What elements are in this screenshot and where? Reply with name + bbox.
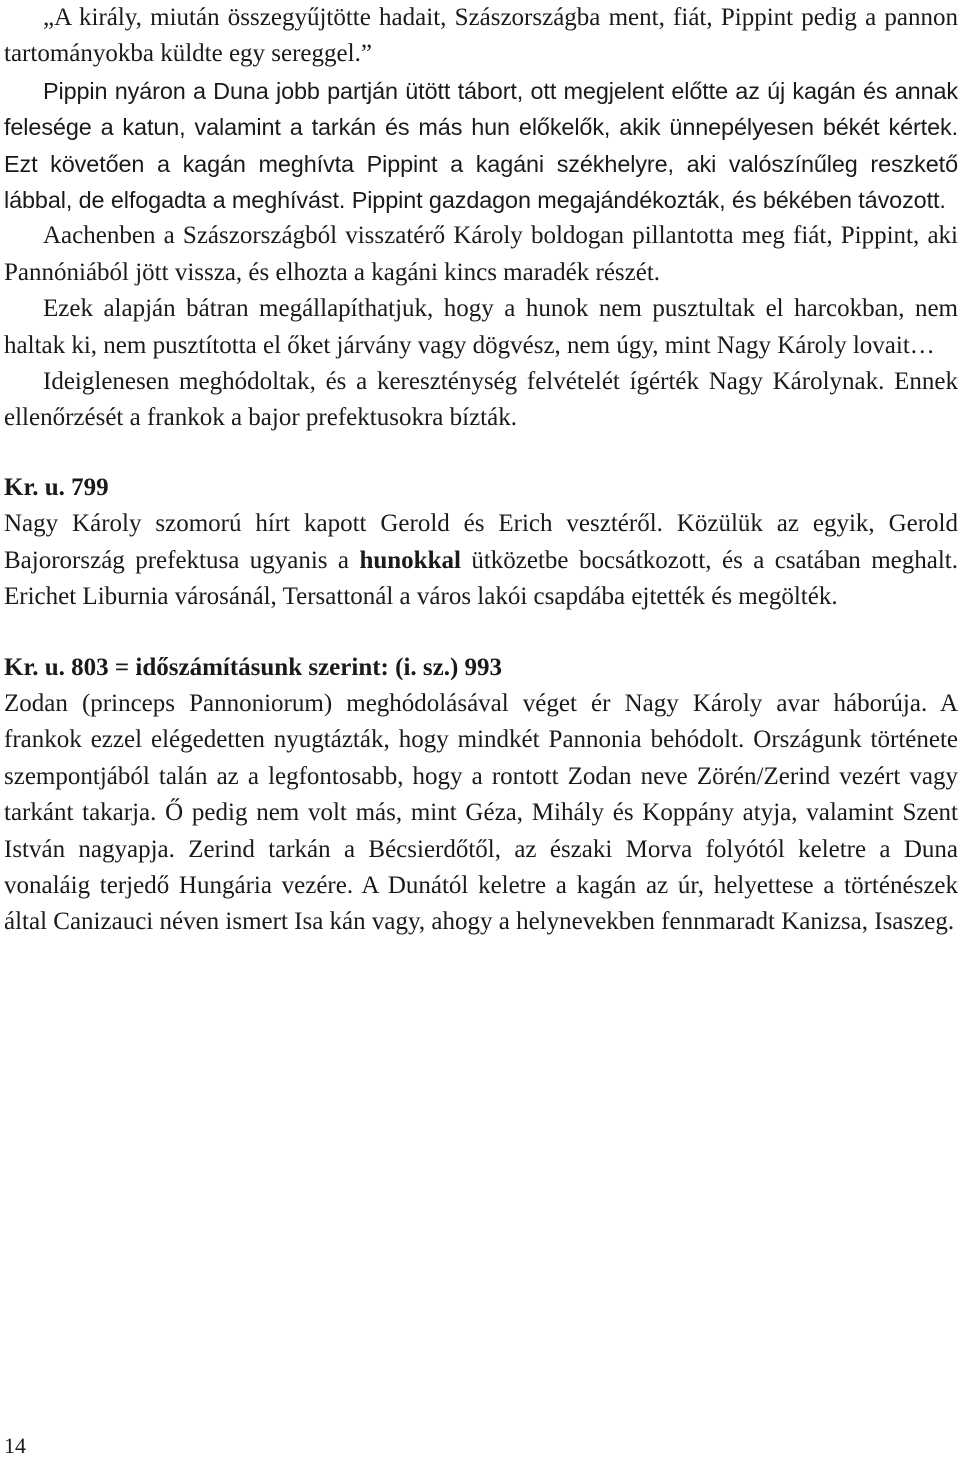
section-heading-799: Kr. u. 799 — [4, 473, 109, 501]
paragraph-aachen: Aachenben a Szászországból visszatérő Károly boldogan pillantotta meg fiát, Pippint, aki Pannóniából jött vissza, és elhozta a kagáni kincs maradék részét. — [4, 222, 958, 286]
section-spacer — [4, 616, 958, 650]
text-799-bold: hunokkal — [359, 546, 461, 574]
paragraph-803: Zodan (princeps Pannoniorum) meghódolásával véget ér Nagy Károly avar háborúja. A frankok ezzel elégedetten nyugtázták, hogy mindkét Pannonia behódolt. Országunk története szempontjából talán az a legfontosabb, hogy a rontott Zodan neve Zörén/Zerind vezért vagy tarkánt takarja. Ő pedig nem volt más, mint Géza, Mihály és Koppány atyja, valamint Szent István nagyapja. Zerind tarkán a Bécsierdőtől, az északi Morva folyótól keletre a Duna vonaláig terjedő Hungária vezére. A Dunától keletre a kagán az úr, helyettese a történészek által Canizauci néven ismert Isa kán vagy, ahogy a helynevekben fennmaradt Kanizsa, Isaszeg. — [4, 689, 958, 936]
paragraph-submission: Ideiglenesen meghódoltak, és a kereszténység felvételét ígérték Nagy Károlynak. Ennek ellenőrzését a frankok a bajor prefektusokra bízták. — [4, 368, 958, 432]
paragraph-conclusion: Ezek alapján bátran megállapíthatjuk, hogy a hunok nem pusztultak el harcokban, nem haltak ki, nem pusztította el őket járvány vagy dögvész, nem úgy, mint Nagy Károly lovait… — [4, 295, 958, 359]
paragraph-quote: „A király, miután összegyűjtötte hadait, Szászországba ment, fiát, Pippint pedig a pannon tartományokba küldte egy sereggel.” — [4, 4, 958, 68]
section-spacer — [4, 437, 958, 470]
paragraph-pippin-camp: Pippin nyáron a Duna jobb partján ütött tábort, ott megjelent előtte az új kagán és annak felesége a katun, valamint a tarkán és más hun előkelők, akik ünnepélyesen békét kértek. Ezt követően a kagán meghívta Pippint a kagáni székhelyre, aki valószínűleg reszkető lábbal, de elfogadta a meghívást. Pippint gazdagon megajándékozták, és békében távozott. — [4, 77, 958, 214]
section-heading-803: Kr. u. 803 = időszámításunk szerint: (i. sz.) 993 — [4, 653, 503, 681]
text-799-after: ütközetbe bocsátkozott, és a csatában meghalt. Erichet Liburnia városánál, Tersattonál a város lakói csapdába ejtették és megölték. — [4, 546, 958, 611]
page-number: 14 — [4, 1433, 26, 1458]
document-page — [4, 0, 958, 941]
paragraph-799 — [4, 506, 958, 615]
text-799-before: Nagy Károly szomorú hírt kapott Gerold és Erich vesztéről. Közülük az egyik, Gerold Bajorország prefektusa ugyanis a — [4, 510, 958, 574]
